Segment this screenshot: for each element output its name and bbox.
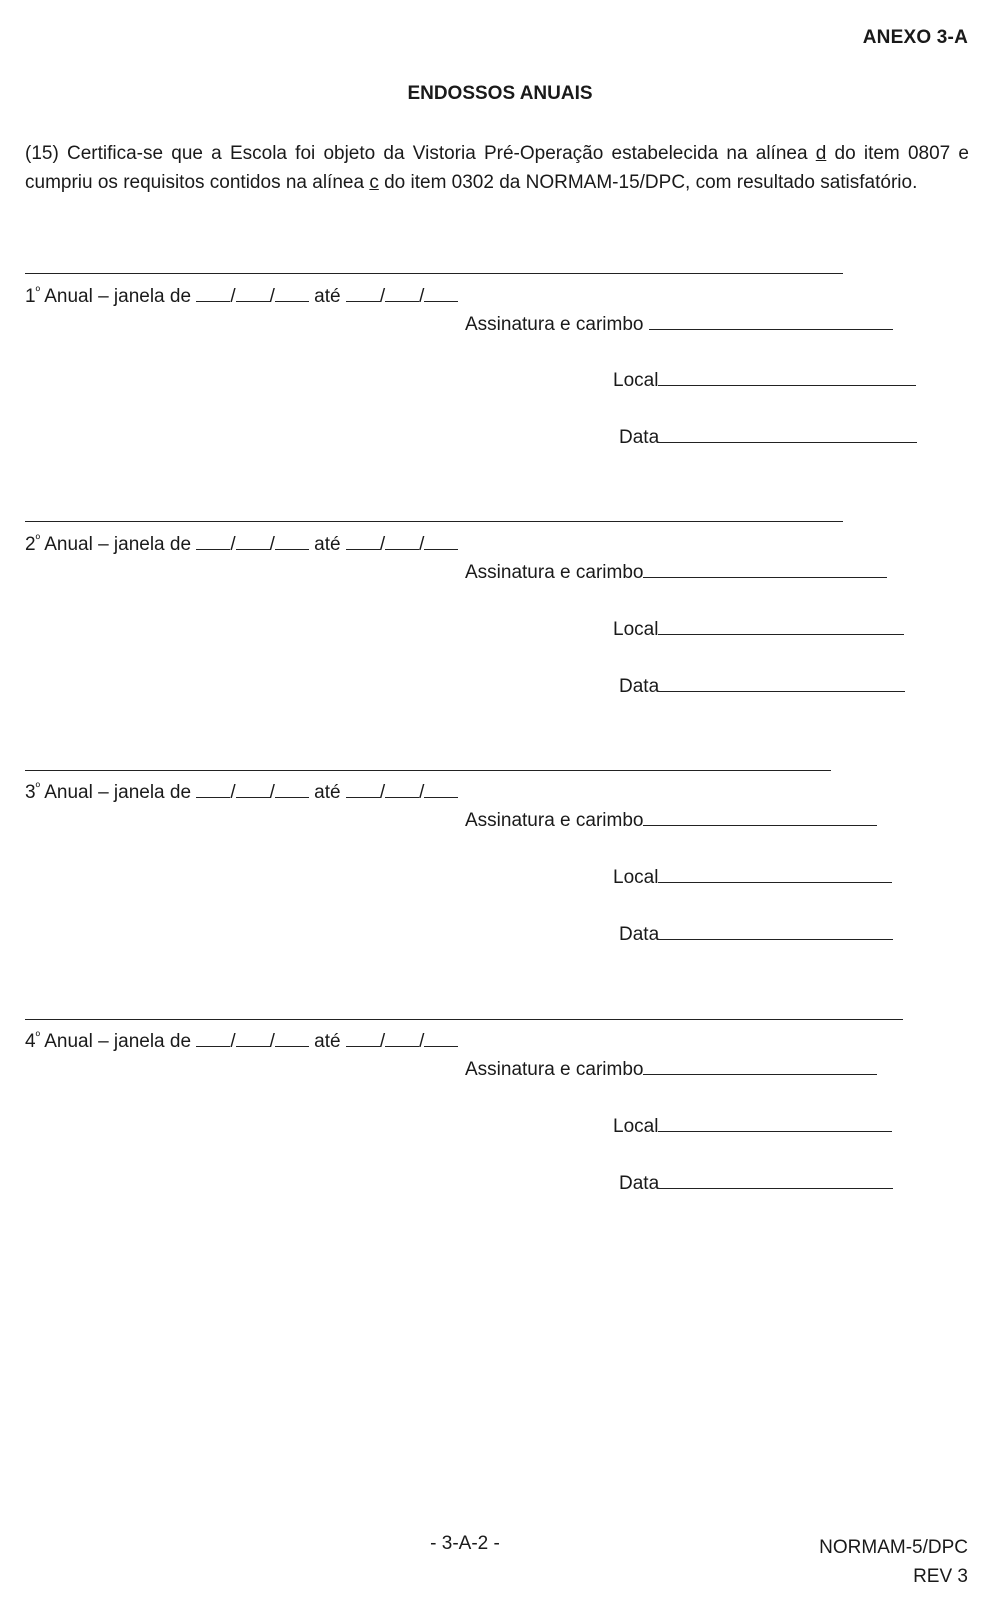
signature-field[interactable] <box>643 1058 877 1075</box>
date-slash: / <box>269 1031 275 1052</box>
date-slash: / <box>230 286 236 307</box>
annual-window-row <box>25 284 458 308</box>
revision-label: REV 3 <box>913 1566 968 1587</box>
signature-row <box>465 313 893 336</box>
to-day-field[interactable] <box>346 781 380 798</box>
to-day-field[interactable] <box>346 1030 380 1047</box>
date-label: Data <box>619 1173 660 1194</box>
from-day-field[interactable] <box>196 1030 230 1047</box>
date-label: Data <box>619 924 660 945</box>
date-slash: / <box>230 1031 236 1052</box>
signature-label: Assinatura e carimbo <box>465 314 649 335</box>
to-month-field[interactable] <box>385 781 419 798</box>
to-month-field[interactable] <box>385 533 419 550</box>
until-label: até <box>308 534 346 555</box>
to-month-field[interactable] <box>385 285 419 302</box>
certification-letter-d: d <box>815 143 827 164</box>
to-day-field[interactable] <box>346 285 380 302</box>
from-year-field[interactable] <box>275 781 309 798</box>
to-year-field[interactable] <box>424 781 458 798</box>
from-day-field[interactable] <box>196 533 230 550</box>
annual-window-row <box>25 532 458 556</box>
date-slash: / <box>269 286 275 307</box>
signature-field[interactable] <box>649 313 893 330</box>
document-reference <box>819 1533 968 1591</box>
annual-number: 1 <box>25 286 36 307</box>
local-label: Local <box>613 1116 659 1137</box>
from-month-field[interactable] <box>236 285 270 302</box>
date-field[interactable] <box>659 426 917 443</box>
to-year-field[interactable] <box>424 533 458 550</box>
separator-line <box>25 273 843 274</box>
annual-number: 3 <box>25 782 36 803</box>
date-field[interactable] <box>659 675 905 692</box>
to-day-field[interactable] <box>346 533 380 550</box>
signature-field[interactable] <box>643 809 877 826</box>
to-month-field[interactable] <box>385 1030 419 1047</box>
to-year-field[interactable] <box>424 285 458 302</box>
ordinal-indicator: º <box>35 780 40 794</box>
local-row <box>613 369 916 392</box>
from-year-field[interactable] <box>275 533 309 550</box>
signature-row <box>465 809 877 832</box>
local-label: Local <box>613 619 659 640</box>
from-month-field[interactable] <box>236 533 270 550</box>
annual-label: Anual – janela de <box>39 286 197 307</box>
date-slash: / <box>379 534 386 555</box>
date-slash: / <box>379 1031 386 1052</box>
date-row <box>619 675 905 698</box>
to-year-field[interactable] <box>424 1030 458 1047</box>
local-field[interactable] <box>658 369 916 386</box>
certification-text-part-1: (15) Certifica-se que a Escola foi objeto da Vistoria Pré-Operação estabelecida na alínea <box>25 143 816 164</box>
norm-code: NORMAM-5/DPC <box>819 1537 968 1558</box>
date-slash: / <box>419 782 425 803</box>
annual-label: Anual – janela de <box>39 534 197 555</box>
separator-line <box>25 521 843 522</box>
certification-text-part-2: do item 0807 e cumpriu os requisitos contidos na alínea <box>25 143 969 193</box>
certification-letter-c: c <box>369 172 379 193</box>
date-slash: / <box>419 534 425 555</box>
from-month-field[interactable] <box>236 781 270 798</box>
date-slash: / <box>419 1031 425 1052</box>
date-slash: / <box>230 782 236 803</box>
local-row <box>613 618 904 641</box>
date-slash: / <box>230 534 236 555</box>
annual-number: 2 <box>25 534 36 555</box>
date-field[interactable] <box>659 1172 893 1189</box>
signature-row <box>465 1058 877 1081</box>
until-label: até <box>308 286 346 307</box>
from-day-field[interactable] <box>196 781 230 798</box>
local-field[interactable] <box>658 866 892 883</box>
date-field[interactable] <box>659 923 893 940</box>
signature-label: Assinatura e carimbo <box>465 562 644 583</box>
annual-label: Anual – janela de <box>39 782 197 803</box>
signature-label: Assinatura e carimbo <box>465 1059 644 1080</box>
date-label: Data <box>619 427 660 448</box>
certification-text-part-3: do item 0302 da NORMAM-15/DPC, com resultado satisfatório. <box>378 172 918 193</box>
local-row <box>613 866 892 889</box>
from-year-field[interactable] <box>275 285 309 302</box>
date-slash: / <box>269 782 275 803</box>
signature-field[interactable] <box>643 561 887 578</box>
local-label: Local <box>613 867 659 888</box>
annex-label: ANEXO 3-A <box>862 27 968 48</box>
date-row <box>619 1172 893 1195</box>
local-field[interactable] <box>658 618 904 635</box>
signature-row <box>465 561 887 584</box>
ordinal-indicator: º <box>35 1029 40 1043</box>
date-slash: / <box>269 534 275 555</box>
separator-line <box>25 1019 903 1020</box>
local-label: Local <box>613 370 659 391</box>
date-slash: / <box>379 286 386 307</box>
until-label: até <box>308 782 346 803</box>
annual-window-row <box>25 780 458 804</box>
date-row <box>619 923 893 946</box>
annual-label: Anual – janela de <box>39 1031 197 1052</box>
annual-window-row <box>25 1029 458 1053</box>
certification-text <box>25 139 969 197</box>
signature-label: Assinatura e carimbo <box>465 810 644 831</box>
ordinal-indicator: º <box>35 532 40 546</box>
page-number: - 3-A-2 - <box>430 1533 500 1554</box>
from-year-field[interactable] <box>275 1030 309 1047</box>
date-slash: / <box>419 286 425 307</box>
local-row <box>613 1115 892 1138</box>
from-day-field[interactable] <box>196 285 230 302</box>
date-slash: / <box>379 782 386 803</box>
annual-number: 4 <box>25 1031 36 1052</box>
local-field[interactable] <box>658 1115 892 1132</box>
until-label: até <box>308 1031 346 1052</box>
date-row <box>619 426 917 449</box>
page-title: ENDOSSOS ANUAIS <box>407 83 593 104</box>
from-month-field[interactable] <box>236 1030 270 1047</box>
ordinal-indicator: º <box>35 284 40 298</box>
date-label: Data <box>619 676 660 697</box>
separator-line <box>25 770 831 771</box>
